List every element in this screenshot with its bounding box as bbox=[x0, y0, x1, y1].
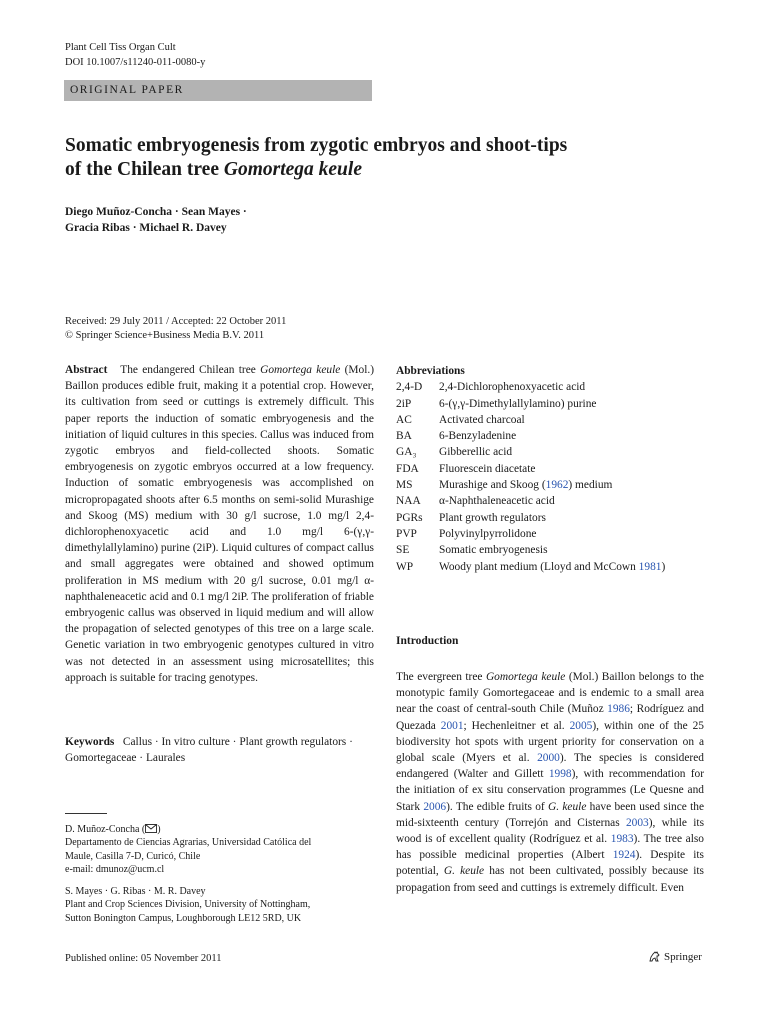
abbreviation-row bbox=[396, 444, 716, 460]
title-line-2-prefix: of the Chilean tree bbox=[65, 159, 224, 180]
intro-text: ), with recommendation for the initiation of ex situ conservation programmes (Le Quesne and Stark bbox=[396, 768, 704, 813]
publisher-name: Springer bbox=[664, 950, 702, 963]
abbreviation-row bbox=[396, 526, 716, 542]
abbreviation-term: BA bbox=[396, 430, 412, 443]
abbreviation-definition bbox=[439, 559, 665, 575]
abbreviation-row bbox=[396, 477, 716, 493]
keywords bbox=[65, 734, 374, 766]
envelope-icon[interactable] bbox=[145, 824, 157, 833]
abstract-species: Gomortega keule bbox=[260, 364, 341, 376]
abbreviation-definition: Somatic embryogenesis bbox=[439, 544, 548, 557]
abbreviation-definition bbox=[439, 477, 612, 493]
intro-text: ), within one of the 25 biodiversity hot spots with urgent priority for conservation on a global scale (Myers et al. bbox=[396, 719, 704, 765]
abbreviation-row bbox=[396, 428, 716, 444]
definition-text: ) bbox=[661, 560, 666, 573]
definition-text: Murashige and Skoog ( bbox=[439, 479, 546, 492]
intro-text: ). Despite its potential, bbox=[396, 849, 704, 878]
abbreviation-definition: α-Naphthaleneacetic acid bbox=[439, 495, 555, 508]
journal-header bbox=[65, 40, 205, 70]
definition-text: Woody plant medium (Lloyd and McCown bbox=[439, 560, 639, 573]
abbreviation-term: 2,4-D bbox=[396, 381, 423, 394]
abstract-text-2: (Mol.) Baillon produces edible fruit, making it a potential crop. However, its cultivation from seed or cuttings is extremely difficult. This paper reports the induction of somatic embryogenesis and the initiation of liquid cultures in this species. Callus was induced from zygotic embryos and field-collected shoots. Somatic embryogenesis on zygotic embryos occurred at a low frequency. Induction of somatic embryogenesis was accomplished on micropropagated shoots after 6.5 months on semi-solid Murashige and Skoog (MS) medium with 30 g/l sucrose, 1.0 mg/l 2,4-dichlorophenoxyacetic acid and 1.0 mg/l 6-(γ,γ-dimethylallylamino) purine (2iP). Liquid cultures of compact callus and small aggregates were obtained and showed optimum proliferation in MS medium with 20 g/l sucrose, 0.01 mg/l α-naphthaleneacetic acid and 0.1 mg/l 2iP. The proliferation of friable embryogenic callus was observed in liquid medium and will allow the propagation of selected genotypes of this tree on a large scale. Genetic variation in two embryogenic genotypes cultured in vitro was not detected in an assessment using microsatellites; this approach is suitable for tracing genotypes. bbox=[65, 364, 375, 684]
springer-horse-icon bbox=[648, 950, 661, 963]
abbreviation-row bbox=[396, 559, 716, 575]
abbreviation-row bbox=[396, 412, 716, 428]
abbreviation-definition: Plant growth regulators bbox=[439, 511, 546, 524]
copyright: © Springer Science+Business Media B.V. 2011 bbox=[65, 330, 265, 341]
citation-link[interactable]: 1986 bbox=[607, 703, 630, 716]
abbreviation-term: GA₃ bbox=[396, 446, 417, 459]
citation-link[interactable]: 2005 bbox=[569, 719, 593, 732]
introduction-text bbox=[396, 669, 704, 896]
abbreviation-term: WP bbox=[396, 560, 414, 573]
citation-link[interactable]: 1924 bbox=[612, 849, 636, 862]
citation-link[interactable]: 1983 bbox=[610, 833, 634, 846]
abbreviation-term: AC bbox=[396, 413, 412, 426]
citation-link[interactable]: 2006 bbox=[423, 800, 447, 813]
abbreviation-definition: 2,4-Dichlorophenoxyacetic acid bbox=[439, 381, 586, 394]
abbreviation-term: PVP bbox=[396, 527, 417, 540]
intro-species: G. keule bbox=[548, 800, 587, 813]
abstract-label: Abstract bbox=[65, 364, 108, 376]
affiliation1-dept: Departamento de Ciencias Agrarias, Universidad Católica del bbox=[65, 837, 312, 849]
intro-text: ). The tree also has possible medicinal properties (Albert bbox=[396, 833, 704, 862]
received-info bbox=[65, 315, 286, 343]
keywords-text: Callus · In vitro culture · Plant growth regulators · Gomortegaceae · Laurales bbox=[65, 736, 353, 765]
intro-text: ; Rodríguez and Quezada bbox=[396, 703, 704, 732]
citation-link[interactable]: 1998 bbox=[548, 768, 572, 781]
intro-text: ). The edible fruits of bbox=[446, 800, 549, 813]
intro-text: have been used since the mid-sixteenth century (Torrejón and Cisternas bbox=[396, 800, 704, 829]
affiliation2-authors: S. Mayes · G. Ribas · M. R. Davey bbox=[65, 886, 206, 897]
affiliation-coauthors bbox=[65, 885, 374, 925]
article-type-banner: ORIGINAL PAPER bbox=[64, 80, 372, 101]
intro-text: ), while its wood is of excellent quality (Rodríguez et al. bbox=[396, 816, 705, 846]
abbreviation-term: 2iP bbox=[396, 397, 412, 410]
abbreviation-row bbox=[396, 542, 716, 558]
abbreviation-term: SE bbox=[396, 544, 410, 557]
abbreviation-definition: Polyvinylpyrrolidone bbox=[439, 527, 537, 540]
abbreviations bbox=[396, 363, 716, 575]
affiliation-corresponding bbox=[65, 823, 374, 876]
abbreviation-row bbox=[396, 461, 716, 477]
abbreviation-row bbox=[396, 396, 716, 412]
author-list bbox=[65, 205, 247, 236]
title-species: Gomortega keule bbox=[223, 159, 362, 180]
corresponding-name-close: ) bbox=[157, 824, 161, 835]
affiliation2-dept: Plant and Crop Sciences Division, University of Nottingham, bbox=[65, 899, 311, 911]
footnote-divider bbox=[65, 813, 107, 814]
paper-title bbox=[65, 134, 705, 182]
intro-species: Gomortega keule bbox=[485, 671, 566, 683]
abstract-text-1: The endangered Chilean tree bbox=[120, 364, 261, 376]
intro-text: (Mol.) Baillon belongs to the monotypic family Gomortegaceae and is endemic to a small area near the coast of central-south Chile (Muñoz bbox=[396, 671, 704, 716]
authors-line-2[interactable]: Gracia Ribas · Michael R. Davey bbox=[65, 221, 227, 234]
citation-link[interactable]: 1962 bbox=[545, 479, 569, 492]
citation-link[interactable]: 2001 bbox=[440, 719, 464, 732]
definition-text: ) medium bbox=[568, 479, 613, 492]
affiliation1-email[interactable]: e-mail: dmunoz@ucm.cl bbox=[65, 863, 165, 875]
citation-link[interactable]: 1981 bbox=[638, 560, 662, 573]
abbreviation-row bbox=[396, 379, 716, 395]
journal-name: Plant Cell Tiss Organ Cult bbox=[65, 42, 176, 53]
abstract bbox=[65, 362, 374, 686]
abbreviation-row bbox=[396, 493, 716, 509]
published-date: Published online: 05 November 2011 bbox=[65, 953, 222, 964]
corresponding-name: D. Muñoz-Concha ( bbox=[65, 824, 146, 835]
intro-text: ). The species is considered endangered (Walter and Gillett bbox=[396, 752, 704, 781]
corresponding-author bbox=[65, 823, 374, 836]
intro-text: has not been cultivated, possibly because its propagation from seed and cuttings is extremely difficult. Even bbox=[396, 865, 704, 894]
abbreviation-definition: 6-(γ,γ-Dimethylallylamino) purine bbox=[439, 397, 597, 410]
abbreviation-term: NAA bbox=[396, 495, 421, 508]
citation-link[interactable]: 2000 bbox=[537, 752, 560, 765]
affiliation2-address: Sutton Bonington Campus, Loughborough LE12 5RD, UK bbox=[65, 912, 302, 924]
abbreviation-row bbox=[396, 510, 716, 526]
abbreviation-definition: Activated charcoal bbox=[439, 413, 525, 426]
abbreviation-definition: Fluorescein diacetate bbox=[439, 462, 536, 475]
citation-link[interactable]: 2003 bbox=[625, 816, 649, 829]
abbreviation-definition: Gibberellic acid bbox=[439, 446, 513, 459]
authors-line-1[interactable]: Diego Muñoz-Concha · Sean Mayes · bbox=[65, 206, 247, 218]
title-line-2 bbox=[65, 158, 705, 182]
affiliation1-address: Maule, Casilla 7-D, Curicó, Chile bbox=[65, 850, 201, 862]
title-line-1: Somatic embryogenesis from zygotic embryos and shoot-tips bbox=[65, 135, 568, 156]
intro-species: G. keule bbox=[443, 865, 485, 878]
doi[interactable]: DOI 10.1007/s11240-011-0080-y bbox=[65, 57, 206, 68]
introduction-heading: Introduction bbox=[396, 635, 459, 647]
abbreviation-term: MS bbox=[396, 479, 413, 492]
intro-text: ; Hechenleitner et al. bbox=[463, 719, 570, 732]
keywords-label: Keywords bbox=[65, 736, 115, 748]
abbreviation-term: PGRs bbox=[396, 511, 423, 524]
abbreviation-definition: 6-Benzyladenine bbox=[439, 430, 517, 443]
received-dates: Received: 29 July 2011 / Accepted: 22 October 2011 bbox=[65, 316, 287, 327]
abbreviations-heading: Abbreviations bbox=[396, 365, 465, 377]
abbreviation-term: FDA bbox=[396, 462, 419, 475]
publisher-logo bbox=[648, 950, 702, 963]
intro-text: The evergreen tree bbox=[396, 671, 486, 683]
